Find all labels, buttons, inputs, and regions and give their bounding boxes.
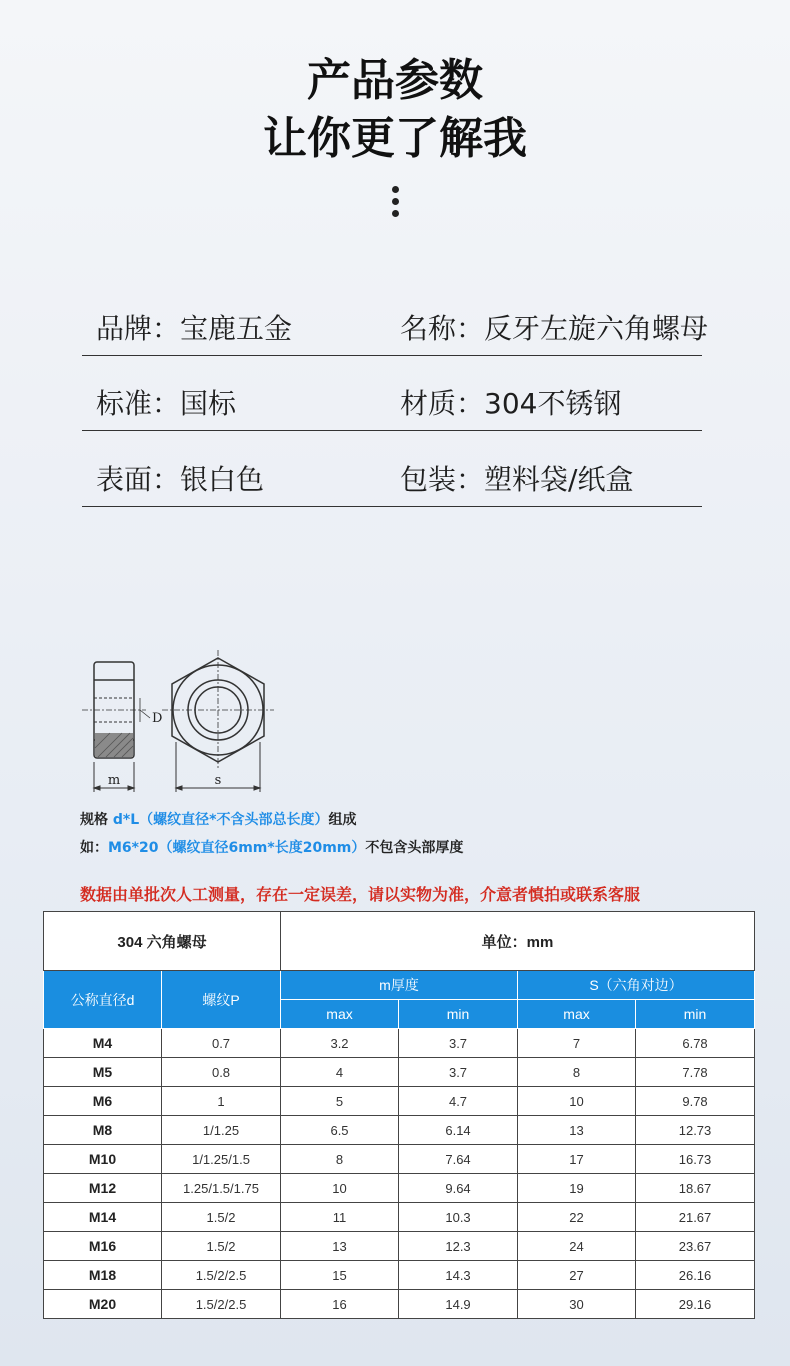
table-row: [44, 1290, 755, 1319]
table-cell-p: 1.5/2: [162, 1232, 281, 1261]
spec-value: 银白色: [180, 463, 265, 496]
vertical-dots-icon: [390, 186, 400, 222]
table-cell-m-min: 14.3: [399, 1261, 518, 1290]
table-row: [44, 1029, 755, 1058]
table-cell-s-min: 12.73: [636, 1116, 755, 1145]
table-cell-m-min: 3.7: [399, 1029, 518, 1058]
table-cell-m-min: 14.9: [399, 1290, 518, 1319]
table-cell-m-max: 4: [281, 1058, 399, 1087]
table-cell-s-min: 6.78: [636, 1029, 755, 1058]
diameter-label: D: [152, 711, 163, 726]
spec-example-note: 如：M6*20（螺纹直径6mm*长度20mm）不包含头部厚度: [80, 840, 464, 856]
spec-label: 品牌：: [96, 312, 181, 345]
table-cell-d: M6: [44, 1087, 162, 1116]
table-row: [44, 1058, 755, 1087]
table-cell-m-max: 5: [281, 1087, 399, 1116]
table-cell-s-min: 21.67: [636, 1203, 755, 1232]
table-cell-p: 1.5/2/2.5: [162, 1261, 281, 1290]
table-row: [44, 1145, 755, 1174]
table-cell-m-max: 13: [281, 1232, 399, 1261]
spec-value: 国标: [180, 387, 237, 420]
spec-label: 包装：: [400, 463, 485, 496]
table-cell-m-min: 10.3: [399, 1203, 518, 1232]
table-cell-s-max: 24: [518, 1232, 636, 1261]
table-cell-m-min: 9.64: [399, 1174, 518, 1203]
size-table: [43, 911, 755, 1319]
table-cell-m-min: 3.7: [399, 1058, 518, 1087]
table-cell-d: M10: [44, 1145, 162, 1174]
spec-format-note: 规格 d*L（螺纹直径*不含头部总长度）组成: [80, 812, 357, 828]
table-cell-s-max: 10: [518, 1087, 636, 1116]
table-cell-d: M4: [44, 1029, 162, 1058]
spec-label: 材质：: [400, 387, 485, 420]
table-cell-s-max: 7: [518, 1029, 636, 1058]
col-header-pitch: 螺纹P: [162, 971, 281, 1029]
thickness-label: m: [107, 773, 121, 788]
table-cell-m-min: 4.7: [399, 1087, 518, 1116]
hex-nut-diagram: [78, 650, 278, 800]
col-header-min: min: [399, 1000, 518, 1029]
spec-label: 表面：: [96, 463, 181, 496]
col-header-max: max: [518, 1000, 636, 1029]
table-cell-p: 1: [162, 1087, 281, 1116]
table-cell-m-max: 15: [281, 1261, 399, 1290]
col-header-diameter: 公称直径d: [44, 971, 162, 1029]
table-cell-d: M5: [44, 1058, 162, 1087]
table-cell-m-max: 11: [281, 1203, 399, 1232]
table-row: [44, 1261, 755, 1290]
table-cell-d: M8: [44, 1116, 162, 1145]
table-cell-p: 1.25/1.5/1.75: [162, 1174, 281, 1203]
measurement-warning: 数据由单批次人工测量，存在一定误差，请以实物为准，介意者慎拍或联系客服: [80, 885, 641, 904]
table-cell-s-min: 16.73: [636, 1145, 755, 1174]
spec-row: [82, 299, 709, 356]
table-cell-s-max: 17: [518, 1145, 636, 1174]
table-row: [44, 1232, 755, 1261]
table-cell-m-max: 6.5: [281, 1116, 399, 1145]
table-cell-p: 1/1.25/1.5: [162, 1145, 281, 1174]
table-cell-p: 1.5/2: [162, 1203, 281, 1232]
table-row: [44, 1116, 755, 1145]
col-header-thickness: m厚度: [281, 971, 518, 1000]
table-cell-s-max: 22: [518, 1203, 636, 1232]
table-unit: 单位：mm: [281, 912, 755, 971]
col-header-across-flats: S（六角对边）: [518, 971, 755, 1000]
table-cell-m-min: 7.64: [399, 1145, 518, 1174]
table-title: 304 六角螺母: [44, 912, 281, 971]
spec-value: 塑料袋/纸盒: [484, 463, 634, 496]
table-cell-p: 1.5/2/2.5: [162, 1290, 281, 1319]
table-cell-p: 1/1.25: [162, 1116, 281, 1145]
spec-value: 304不锈钢: [484, 387, 622, 420]
table-cell-s-max: 8: [518, 1058, 636, 1087]
table-cell-d: M14: [44, 1203, 162, 1232]
table-cell-s-min: 18.67: [636, 1174, 755, 1203]
table-cell-s-max: 13: [518, 1116, 636, 1145]
page-title: 产品参数: [307, 55, 483, 106]
table-row: [44, 1087, 755, 1116]
table-cell-m-min: 12.3: [399, 1232, 518, 1261]
table-cell-m-max: 8: [281, 1145, 399, 1174]
spec-value: 反牙左旋六角螺母: [484, 312, 709, 345]
table-cell-s-min: 26.16: [636, 1261, 755, 1290]
table-cell-d: M18: [44, 1261, 162, 1290]
table-cell-s-max: 30: [518, 1290, 636, 1319]
spec-label: 标准：: [96, 387, 181, 420]
col-header-min: min: [636, 1000, 755, 1029]
table-cell-s-min: 23.67: [636, 1232, 755, 1261]
table-cell-s-min: 9.78: [636, 1087, 755, 1116]
table-cell-s-max: 19: [518, 1174, 636, 1203]
table-cell-d: M20: [44, 1290, 162, 1319]
table-cell-s-max: 27: [518, 1261, 636, 1290]
table-cell-m-max: 10: [281, 1174, 399, 1203]
table-cell-s-min: 7.78: [636, 1058, 755, 1087]
table-cell-d: M12: [44, 1174, 162, 1203]
spec-row: [82, 374, 702, 431]
across-flats-label: s: [214, 773, 222, 788]
table-row: [44, 1203, 755, 1232]
table-cell-m-min: 6.14: [399, 1116, 518, 1145]
spec-row: [82, 450, 702, 507]
spec-value: 宝鹿五金: [180, 312, 293, 345]
col-header-max: max: [281, 1000, 399, 1029]
table-row: [44, 1174, 755, 1203]
table-cell-m-max: 3.2: [281, 1029, 399, 1058]
page-subtitle: 让你更了解我: [263, 113, 527, 164]
spec-label: 名称：: [400, 312, 485, 345]
table-cell-p: 0.8: [162, 1058, 281, 1087]
table-cell-p: 0.7: [162, 1029, 281, 1058]
table-cell-m-max: 16: [281, 1290, 399, 1319]
table-cell-s-min: 29.16: [636, 1290, 755, 1319]
table-cell-d: M16: [44, 1232, 162, 1261]
